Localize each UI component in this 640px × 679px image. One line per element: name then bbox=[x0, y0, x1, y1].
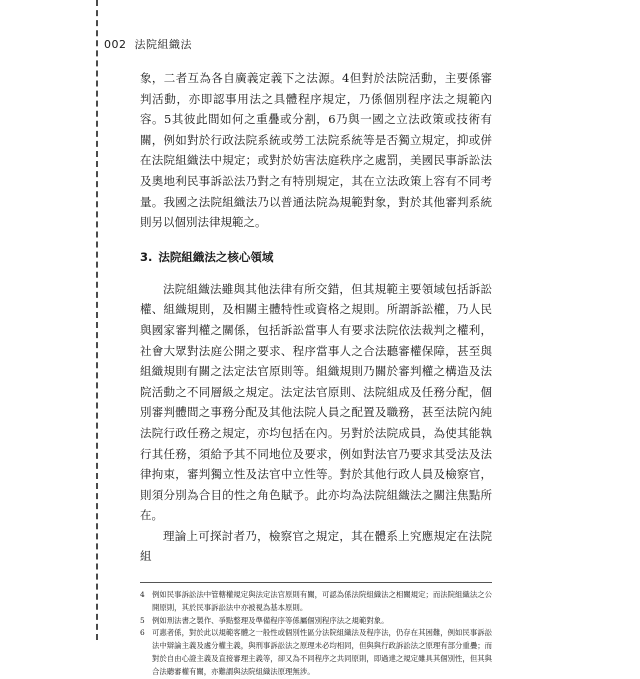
footnotes bbox=[140, 589, 492, 679]
section-heading bbox=[140, 247, 492, 267]
footnote bbox=[140, 589, 492, 615]
footnote-text: 可惠者係，對於此以規範客體之一般性或個別性區分法院組織法及程序法，仍存在其困難，例如民事訴訟法中辯論主義及處分權主義，與刑事訴訟法之原理未必均相同，但與與行政訴訟法之原理有部分重疊；而對於自由心證主義及直接審理主義等，卻又為不同程序之共同原則，即過達之規定雖具其個別性，但其與合法聽審權有關，亦難謂與法院組織法原理無涉。 bbox=[152, 628, 492, 676]
footnote-number: 4 bbox=[140, 590, 145, 600]
margin-dashed-rule bbox=[96, 0, 98, 640]
footnote-divider bbox=[140, 582, 492, 583]
footnote bbox=[140, 615, 492, 628]
section-number: 3. bbox=[140, 249, 153, 264]
footnote-number: 6 bbox=[140, 628, 145, 638]
main-text bbox=[140, 68, 492, 679]
footnote-text: 例如民事訴訟法中管轄權規定與法定法官原則有關，可認為係法院組織法之相關規定；而法院組織法之公開原則，其於民事訴訟法中亦被視為基本原則。 bbox=[152, 590, 492, 612]
running-head-title: 法院組織法 bbox=[134, 38, 192, 51]
footnote-number: 5 bbox=[140, 615, 145, 625]
paragraph-2: 法院組織法雖與其他法律有所交錯，但其規範主要領域包括訴訟權、組織規則，及相關主體特性或資格之規則。所謂訴訟權，乃人民與國家審判權之關係，包括訴訟當事人有要求法院依法裁判之權利，社會大眾對法庭公開之要求、程序當事人之合法聽審權保障，甚至與組織規則有關之法定法官原則等。組織規則乃關於審判權之構造及法院活動之不同層級之規定。法定法官原則、法院組成及任務分配，個別審判體間之事務分配及其他法院人員之配置及職務，甚至法院內純法院行政任務之規定，亦均包括在內。另對於法院成員，為使其能執行其任務，須給予其不同地位及要求，例如對法官乃要求其受法及法律拘束，審判獨立性及法官中立性等。對於其他行政人員及檢察官，則須分別為合目的性之角色賦予。此亦均為法院組織法之關注焦點所在。 bbox=[140, 281, 492, 523]
running-head bbox=[104, 36, 192, 52]
footnote-text: 例如刑法書之製作、爭點整理及準備程序等係屬個別程序法之規範對象。 bbox=[152, 615, 389, 625]
paragraph-3: 理論上可探討者乃，檢察官之規定，其在體系上究應規定在法院組 bbox=[140, 528, 492, 564]
footnote bbox=[140, 627, 492, 678]
section-title: 法院組織法之核心領域 bbox=[158, 249, 274, 264]
paragraph-1: 象，二者互為各自廣義定義下之法源。4但對於法院活動，主要係審判活動，亦即認事用法之具體程序規定，乃係個別程序法之規範內容。5其彼此間如何之重疊或分割，6乃與一國之立法政策或技術有關，例如對於行政法院系統或勞工法院系統等是否獨立規定，抑或併在法院組織法中規定；或對於妨害法庭秩序之處罰，美國民事訴訟法及奧地利民事訴訟法乃對之有特別規定，其在立法政策上容有不同考量。我國之法院組織法乃以普通法院為規範對象，對於其他審判系統則另以個別法律規範之。 bbox=[140, 71, 492, 230]
page-number: 002 bbox=[104, 38, 127, 51]
